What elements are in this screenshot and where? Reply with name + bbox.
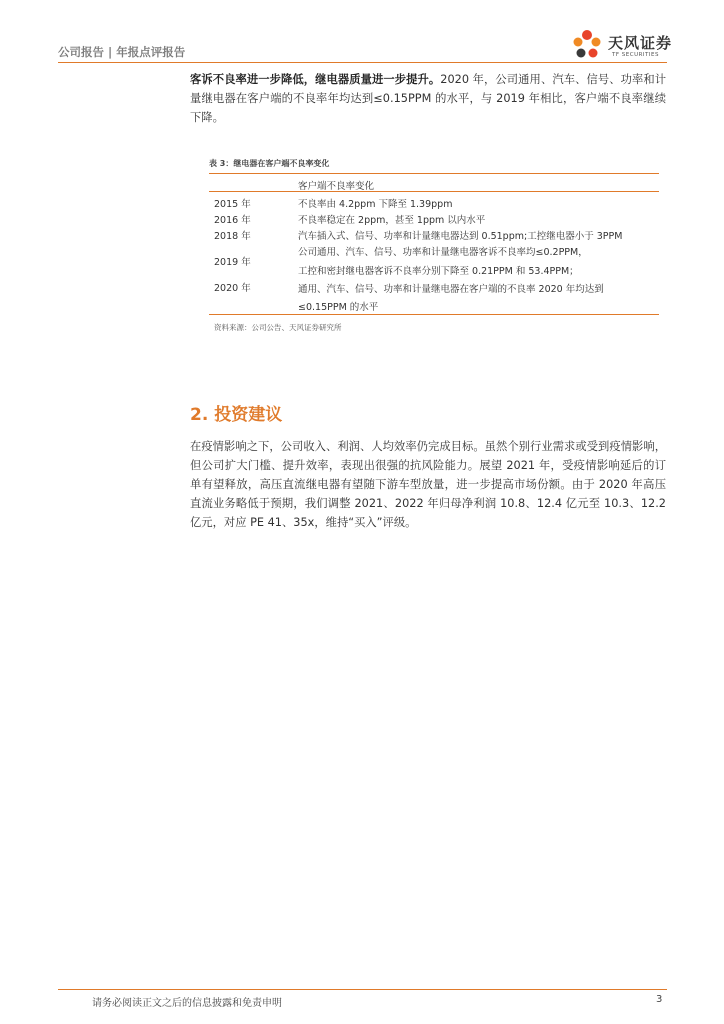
table-year-2015: 2015 年 xyxy=(214,199,251,210)
table-source: 资料来源：公司公告、天风证券研究所 xyxy=(214,323,342,332)
logo-name: 天风证券 xyxy=(608,34,673,52)
header-divider xyxy=(58,62,667,63)
table-year-2019: 2019 年 xyxy=(214,257,251,268)
table-desc-2016: 不良率稳定在 2ppm，甚至 1ppm 以内水平 xyxy=(298,215,486,226)
section-body: 在疫情影响之下，公司收入、利润、人均效率仍完成目标。虽然个别行业需求或受到疫情影响，但公司扩大门槛、提升效率，表现出很强的抗风险能力。展望 2021 年，受疫情影响延后的订单有望释放，高压直流继电器有望随下游车型放量，进一步提高市场份额。由于 2020 年高压直流业务略低于预期，我们调整 2021、2022 年归母净利润 10.8、12.4 亿元至 10.3、12.2 亿元，对应 PE 41、35x，维持“买入”评级。 xyxy=(190,440,666,529)
intro-body: 2020 年，公司通用、汽车、信号、功率和计量继电器在客户端的不良率年均达到≤0.15PPM 的水平，与 2019 年相比，客户端不良率继续下降。 xyxy=(190,73,666,124)
table-desc-2019-line1: 公司通用、汽车、信号、功率和计量继电器客诉不良率均≤0.2PPM， xyxy=(298,247,588,258)
table-bottom-rule xyxy=(209,314,659,315)
intro-paragraph xyxy=(190,70,666,127)
footer-disclaimer: 请务必阅读正文之后的信息披露和免责申明 xyxy=(92,998,282,1009)
logo-english: TF SECURITIES xyxy=(612,52,659,58)
table-desc-2019-line2: 工控和密封继电器客诉不良率分别下降至 0.21PPM 和 53.4PPM； xyxy=(298,266,579,277)
section-title: 2. 投资建议 xyxy=(190,405,283,425)
table-top-rule xyxy=(209,173,659,174)
table-year-2020: 2020 年 xyxy=(214,283,251,294)
footer-divider xyxy=(58,989,667,990)
intro-lead: 客诉不良率进一步降低，继电器质量进一步提升。 xyxy=(190,73,441,86)
table-year-2018: 2018 年 xyxy=(214,231,251,242)
report-category: 公司报告 | 年报点评报告 xyxy=(58,45,186,59)
table-year-2016: 2016 年 xyxy=(214,215,251,226)
table-desc-2018: 汽车插入式、信号、功率和计量继电器达到 0.51ppm;工控继电器小于 3PPM xyxy=(298,231,623,242)
company-logo xyxy=(570,28,680,62)
table-desc-2020-line1: 通用、汽车、信号、功率和计量继电器在客户端的不良率 2020 年均达到 xyxy=(298,284,604,295)
table-desc-2015: 不良率由 4.2ppm 下降至 1.39ppm xyxy=(298,199,453,210)
page-number: 3 xyxy=(656,994,663,1005)
table-header-rule xyxy=(209,191,659,192)
table-title: 表 3：继电器在客户端不良率变化 xyxy=(209,159,330,168)
table-desc-2020-line2: ≤0.15PPM 的水平 xyxy=(298,302,379,313)
flower-logo-icon xyxy=(570,28,604,62)
table-header: 客户端不良率变化 xyxy=(298,181,375,192)
